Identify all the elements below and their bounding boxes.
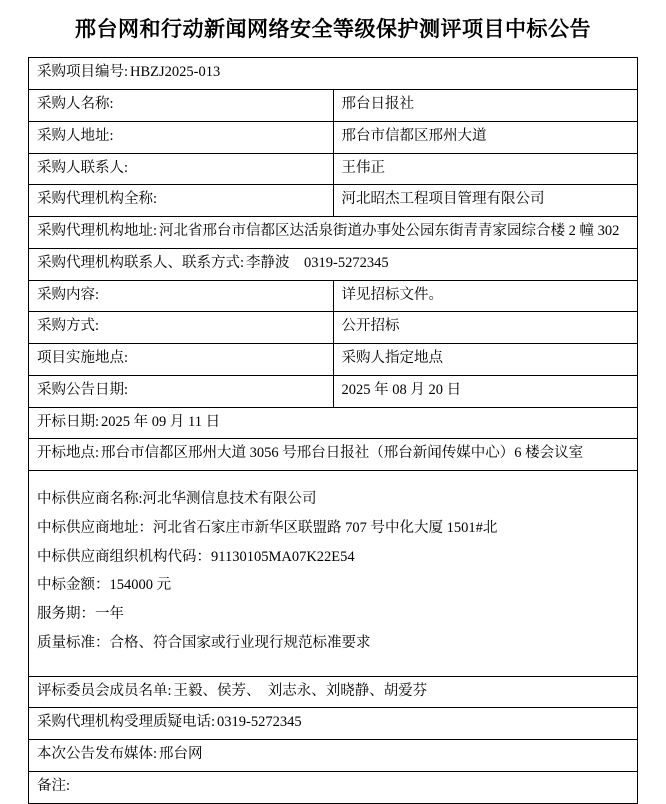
table-row xyxy=(29,375,638,407)
row-value: 邢台市信都区邢州大道 xyxy=(333,121,638,153)
table-row xyxy=(29,771,638,803)
row-value: 采购人指定地点 xyxy=(333,344,638,376)
row-label: 评标委员会成员名单: xyxy=(37,682,172,699)
row-label: 采购内容: xyxy=(29,280,334,312)
row-label: 采购项目编号: xyxy=(37,64,129,81)
row-label: 采购人联系人: xyxy=(29,153,334,185)
row-label: 项目实施地点: xyxy=(29,344,334,376)
row-review-committee xyxy=(29,676,638,708)
row-bid-open-place xyxy=(29,439,638,471)
row-label: 采购代理机构全称: xyxy=(29,185,334,217)
block-spacer xyxy=(37,659,631,671)
table-row xyxy=(29,439,638,471)
row-label: 开标日期: xyxy=(37,413,100,430)
service-period: 服务期：一年 xyxy=(37,606,124,623)
row-value: 王毅、侯芳、 刘志永、刘晓静、胡爱芬 xyxy=(173,682,428,699)
table-row xyxy=(29,248,638,280)
row-value: 李静波 0319-5272345 xyxy=(246,254,389,271)
winner-address: 中标供应商地址：河北省石家庄市新华区联盟路 707 号中化大厦 1501#北 xyxy=(37,519,498,536)
table-row xyxy=(29,185,638,217)
table-row xyxy=(29,312,638,344)
row-value: 2025 年 08 月 20 日 xyxy=(333,375,638,407)
winner-info-block xyxy=(29,471,638,677)
row-label: 采购人地址: xyxy=(29,121,334,153)
row-label: 采购人名称: xyxy=(29,90,334,122)
table-row xyxy=(29,407,638,439)
row-agency-contact xyxy=(29,248,638,280)
row-value: 邢台网 xyxy=(159,746,203,763)
row-label: 采购代理机构受理质疑电话: xyxy=(37,714,216,731)
table-row xyxy=(29,90,638,122)
row-value: 详见招标文件。 xyxy=(333,280,638,312)
row-bid-open-date xyxy=(29,407,638,439)
table-row xyxy=(29,121,638,153)
table-row xyxy=(29,280,638,312)
row-label: 采购代理机构联系人、联系方式: xyxy=(37,254,245,271)
block-spacer xyxy=(37,475,631,487)
row-label: 采购代理机构地址: xyxy=(37,223,158,240)
row-label: 本次公告发布媒体: xyxy=(37,746,158,763)
quality-standard: 质量标准：合格、符合国家或行业现行规范标准要求 xyxy=(37,634,371,651)
winner-amount: 中标金额：154000 元 xyxy=(37,577,172,594)
row-label: 采购公告日期: xyxy=(29,375,334,407)
row-value: 0319-5272345 xyxy=(217,714,302,731)
announcement-table xyxy=(28,57,638,803)
winner-name: 中标供应商名称:河北华测信息技术有限公司 xyxy=(37,491,317,508)
row-value: 邢台市信都区邢州大道 3056 号邢台日报社（邢台新闻传媒中心）6 楼会议室 xyxy=(101,445,584,462)
page-title: 邢台网和行动新闻网络安全等级保护测评项目中标公告 xyxy=(75,17,591,41)
row-label: 开标地点: xyxy=(37,445,100,462)
table-row xyxy=(29,344,638,376)
row-value: 王伟正 xyxy=(333,153,638,185)
row-value: 河北昭杰工程项目管理有限公司 xyxy=(333,185,638,217)
table-row xyxy=(29,676,638,708)
row-label: 备注: xyxy=(37,777,71,794)
table-row xyxy=(29,58,638,90)
table-row xyxy=(29,740,638,772)
row-project-number xyxy=(29,58,638,90)
row-value: HBZJ2025-013 xyxy=(130,64,221,81)
table-row xyxy=(29,217,638,249)
table-row xyxy=(29,153,638,185)
row-remarks xyxy=(29,771,638,803)
table-row-winner xyxy=(29,471,638,677)
row-value: 河北省邢台市信都区达活泉街道办事处公园东街青青家园综合楼 2 幢 302 xyxy=(159,223,620,240)
winner-org-code: 中标供应商组织机构代码：91130105MA07K22E54 xyxy=(37,548,355,565)
row-value: 2025 年 09 月 11 日 xyxy=(101,413,221,430)
row-value: 邢台日报社 xyxy=(333,90,638,122)
row-agency-address xyxy=(29,217,638,249)
row-value: 公开招标 xyxy=(333,312,638,344)
row-value xyxy=(70,778,72,794)
row-publish-media xyxy=(29,740,638,772)
row-label: 采购方式: xyxy=(29,312,334,344)
